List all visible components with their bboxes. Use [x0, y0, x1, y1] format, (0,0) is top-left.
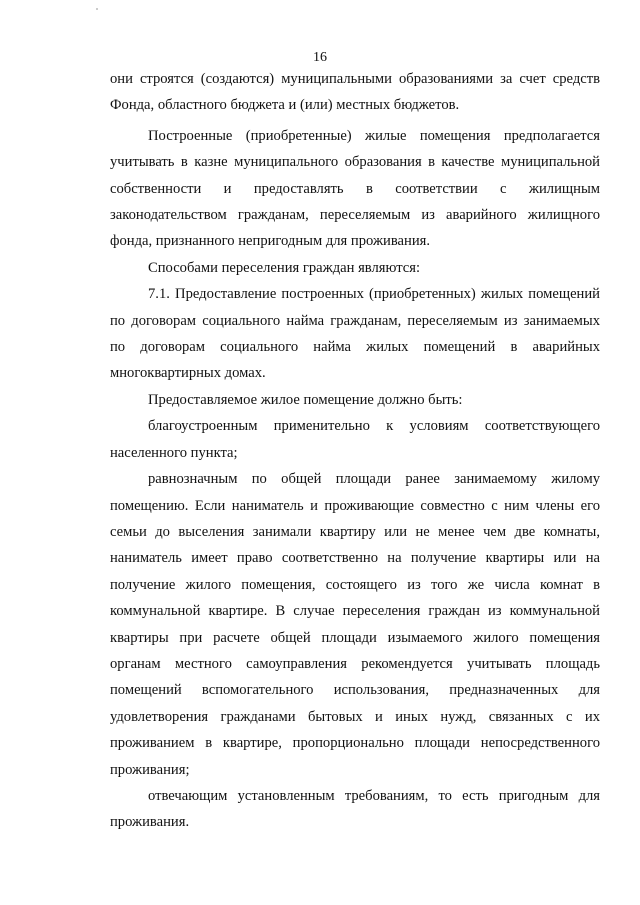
scan-speck: [96, 8, 98, 10]
paragraph-resettlement-methods: Способами переселения граждан являются:: [148, 259, 420, 276]
paragraph-item-7-1: 7.1. Предоставление построенных (приобретенных) жилых помещений по договорам социального найма гражданам, переселяемым из занимаемых по договорам социального найма жилых помещений в аварийных многоквартирных домах.: [110, 286, 600, 382]
paragraph-requirements-intro: Предоставляемое жилое помещение должно быть:: [148, 391, 463, 408]
paragraph-housing-registry: Построенные (приобретенные) жилые помещения предполагается учитывать в казне муниципального образования в качестве муниципальной собственности и предоставлять в соответствии с жилищным законодательством гражданам, переселяемым из аварийного жилищного фонда, признанного непригодным для проживания.: [110, 127, 600, 250]
paragraph-equivalent-area: равнозначным по общей площади ранее занимаемому жилому помещению. Если наниматель и проживающие совместно с ним члены его семьи до выселения занимали квартиру или не менее чем две комнаты, наниматель имеет право соответственно на получение квартиры или на получение жилого помещения, состоящего из того же числа комнат в коммунальной квартире. В случае переселения граждан из коммунальной квартиры при расчете общей площади изымаемого жилого помещения органам местного самоуправления рекомендуется учитывать площадь помещений вспомогательного использования, предназначенных для удовлетворения гражданами бытовых и иных нужд, связанных с их проживанием в квартире, пропорционально площади непосредственного проживания;: [110, 471, 600, 778]
paragraph-continuation: они строятся (создаются) муниципальными образованиями за счет средств Фонда, областного бюджета и (или) местных бюджетов.: [110, 71, 600, 114]
paragraph-well-equipped: благоустроенным применительно к условиям соответствующего населенного пункта;: [110, 418, 600, 461]
page-number: 16: [313, 50, 327, 65]
document-body: [110, 66, 600, 836]
paragraph-meets-requirements: отвечающим установленным требованиям, то есть пригодным для проживания.: [110, 787, 600, 831]
